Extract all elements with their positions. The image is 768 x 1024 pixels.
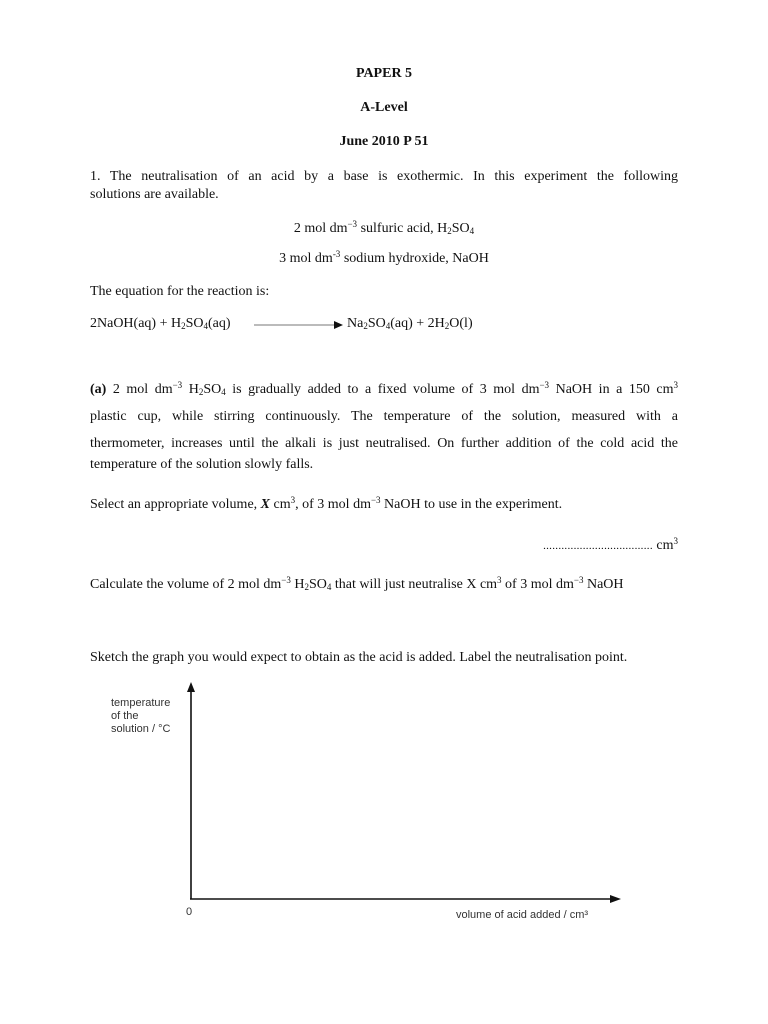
sketch-instruction: Sketch the graph you would expect to obtain as the acid is added. Label the neutralisation point. [90,650,628,665]
calculate-instruction: Calculate the volume of 2 mol $dm^{-3}$ $H_2SO_4$ that will just neutralise X $cm^3$ of 3 mol $dm^{-3}$ NaOH [90,575,624,592]
solution-sulfuric-acid: 2 mol $dm^{-3}$ sulfuric acid, $H_2SO_4$ [293,219,475,236]
part-a-line3: thermometer, increases until the alkali is just neutralised. On further addition of the cold acid the [90,436,678,451]
level-title: A-Level [360,100,408,115]
part-a-line2: plastic cup, while stirring continuously. The temperature of the solution, measured with a [90,409,678,424]
equation-lhs: 2NaOH(aq) + $H_2SO_4(aq)$ [90,316,231,331]
origin-label: 0 [186,906,193,918]
equation-intro: The equation for the reaction is: [90,284,270,299]
y-axis-arrowhead [187,682,195,692]
solution-sodium-hydroxide: 3 mol $dm^{-3}$ sodium hydroxide, NaOH [279,249,489,266]
question-intro-line2: solutions are available. [90,187,219,202]
session-title: June 2010 P 51 [339,134,429,149]
equation-rhs: $Na_2SO_4(aq) + 2H_2O(l)$ [347,316,473,331]
part-a-line1: (a) 2 mol $dm^{-3}$ $H_2SO_4$ is gradually added to a fixed volume of 3 mol $dm^{-3}$ NaOH in a 150 $cm^3$ [90,380,678,397]
answer-line[interactable]: .................................... $cm^3$ [543,536,678,553]
part-a-line4: temperature of the solution slowly falls. [90,457,314,472]
question-intro-line1: 1. The neutralisation of an acid by a base is exothermic. In this experiment the following [90,169,678,184]
x-axis-arrowhead [610,895,621,903]
sketch-graph-axes[interactable] [180,680,630,905]
select-volume-instruction: Select an appropriate volume, X $cm^3$, of 3 mol $dm^{-3}$ NaOH to use in the experiment. [90,495,563,512]
y-axis-label: temperature of the solution / °C [111,697,171,735]
reaction-arrow [254,318,344,332]
paper-title: PAPER 5 [355,66,413,81]
x-axis-label: volume of acid added / cm³ [456,909,589,921]
